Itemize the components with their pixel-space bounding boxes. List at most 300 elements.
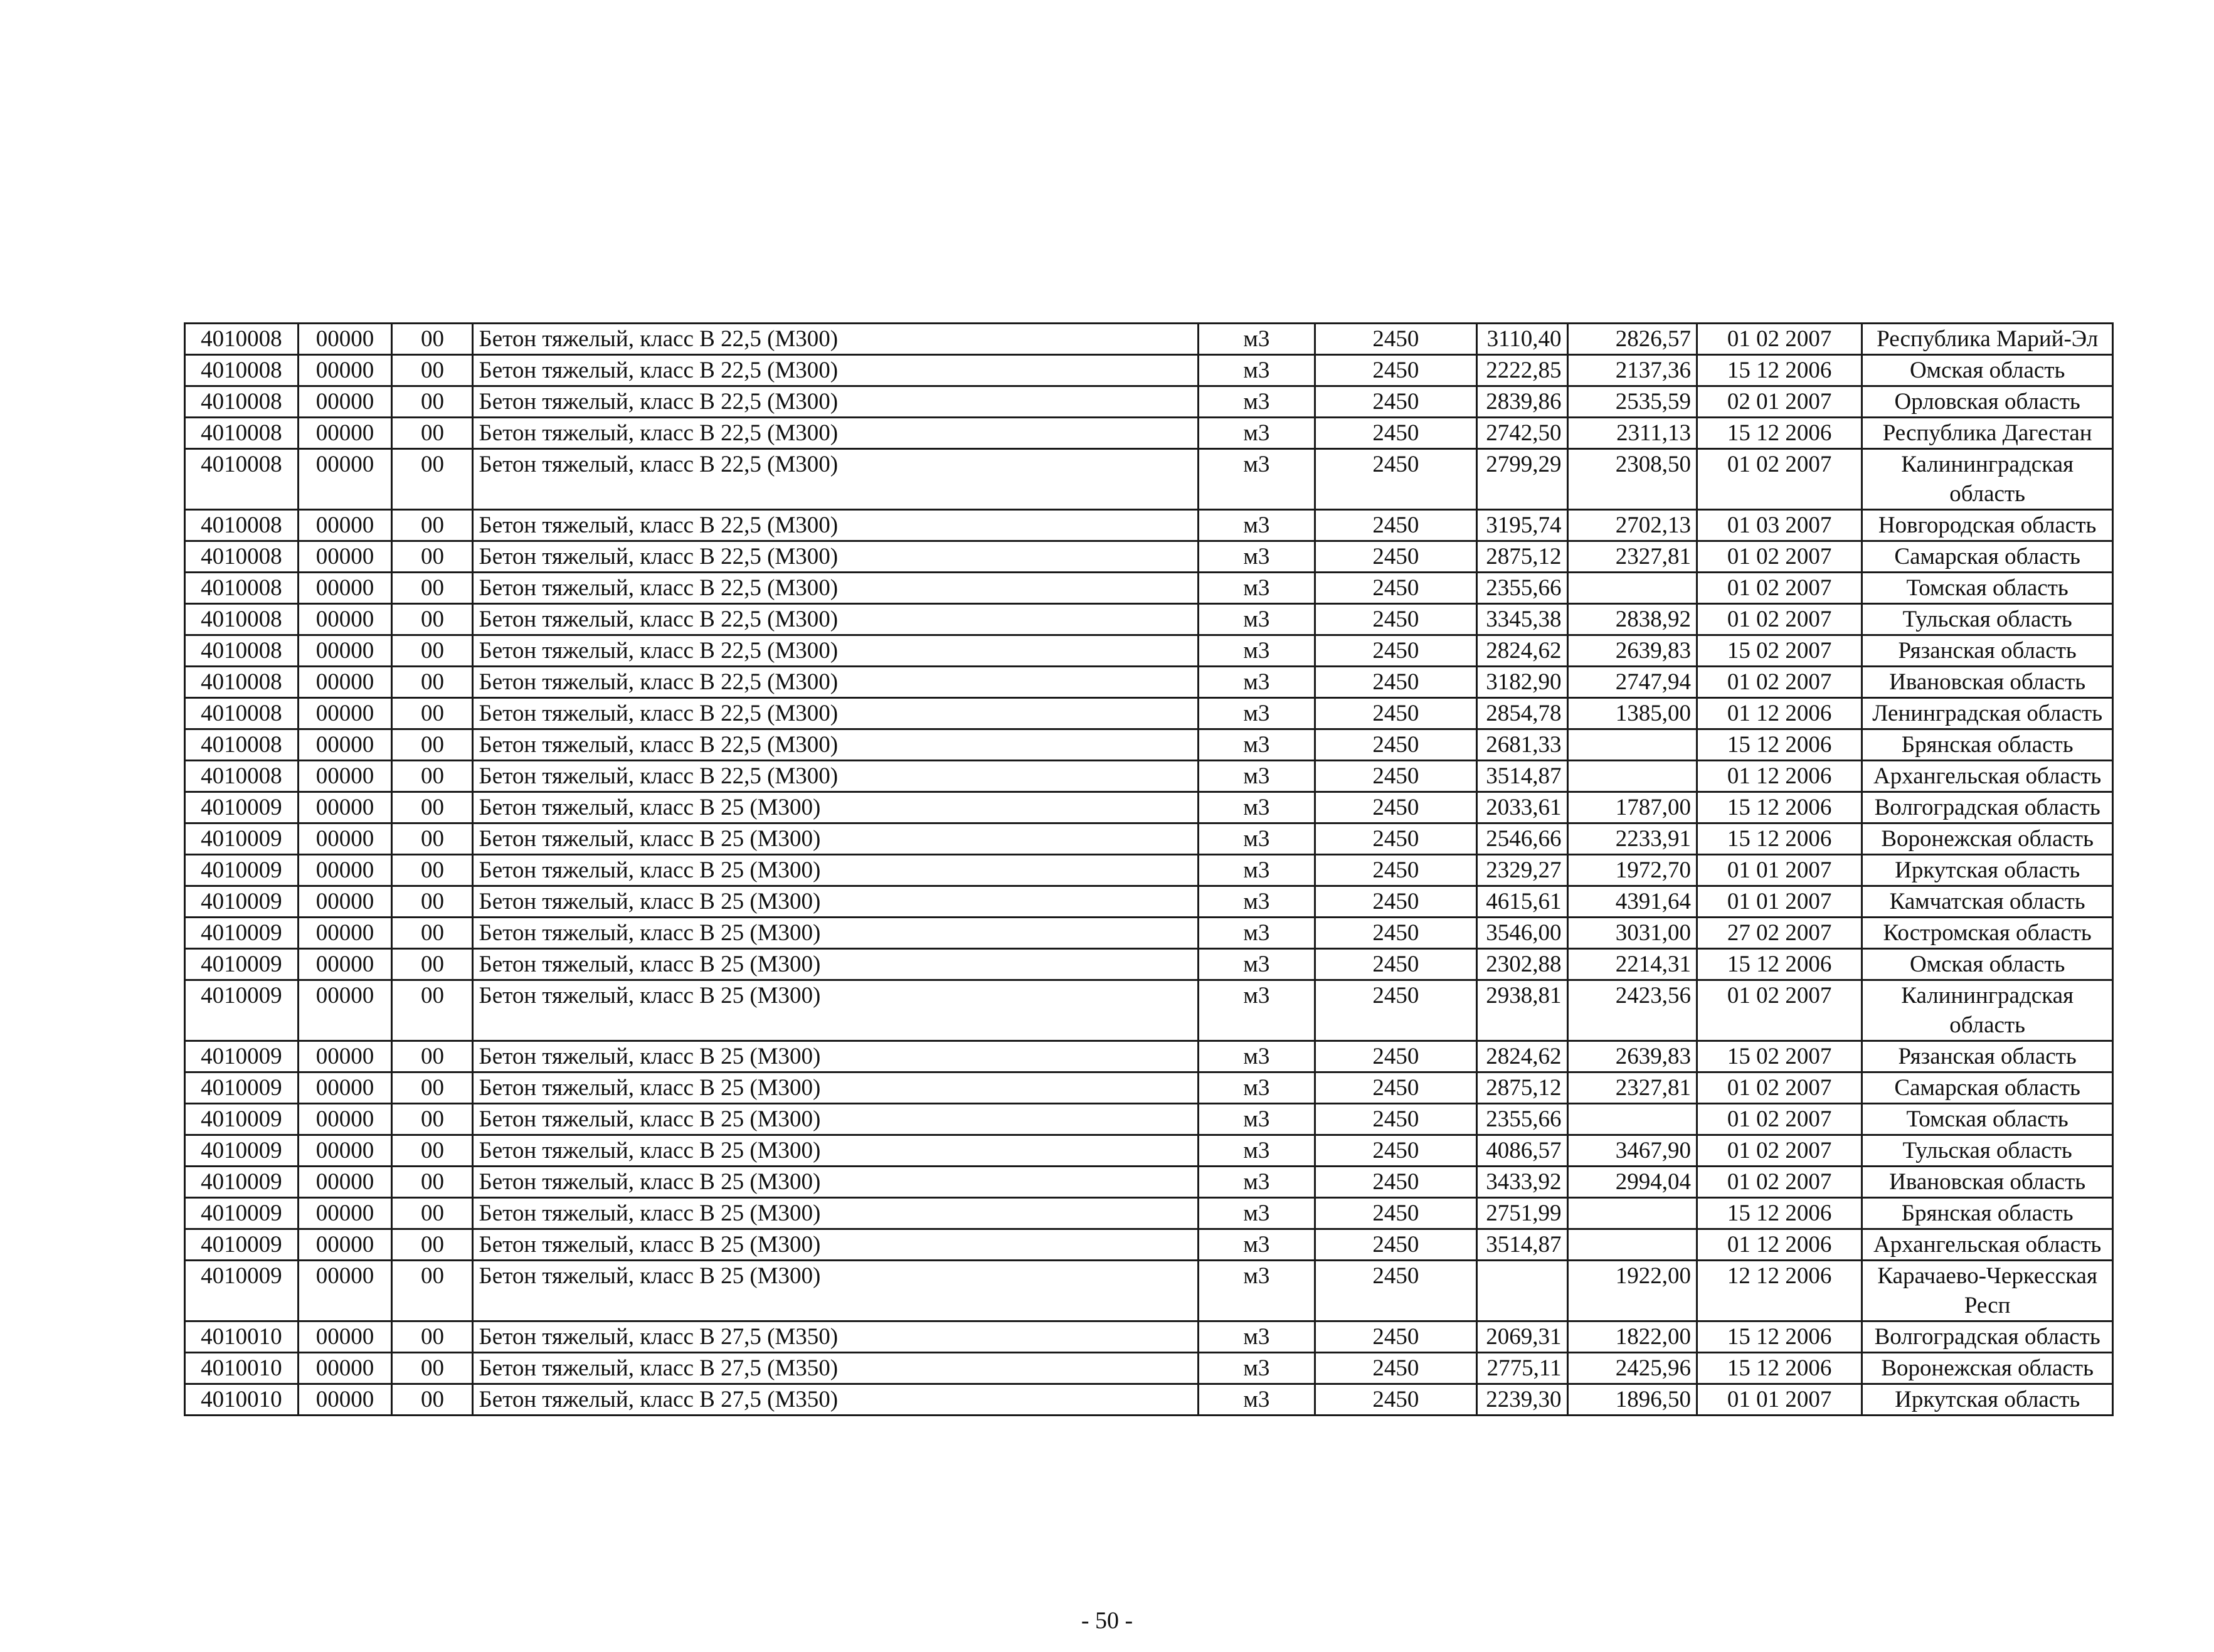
subcode-cell: 00000 <box>298 386 392 418</box>
price-cell: 2994,04 <box>1567 1167 1697 1198</box>
date-cell: 15 12 2006 <box>1697 729 1862 761</box>
material-name-cell: Бетон тяжелый, класс В 22,5 (М300) <box>473 449 1198 510</box>
norm-cell: 2450 <box>1315 1321 1476 1353</box>
price-cell: 1385,00 <box>1567 698 1697 729</box>
material-code-cell: 4010009 <box>185 1104 299 1135</box>
unit-cell: м3 <box>1198 449 1315 510</box>
table-row <box>185 980 2113 1041</box>
material-name-cell: Бетон тяжелый, класс В 22,5 (М300) <box>473 510 1198 541</box>
region-cell: Ленинградская область <box>1862 698 2113 729</box>
material-code-cell: 4010008 <box>185 355 299 386</box>
class-code-cell: 00 <box>392 949 473 980</box>
table-row <box>185 667 2113 698</box>
class-code-cell: 00 <box>392 1198 473 1229</box>
material-name-cell: Бетон тяжелый, класс В 22,5 (М300) <box>473 667 1198 698</box>
subcode-cell: 00000 <box>298 1135 392 1167</box>
table-row <box>185 635 2113 667</box>
price-with-delivery-cell: 2742,50 <box>1476 418 1567 449</box>
norm-cell: 2450 <box>1315 355 1476 386</box>
subcode-cell: 00000 <box>298 324 392 355</box>
unit-cell: м3 <box>1198 635 1315 667</box>
price-with-delivery-cell: 3433,92 <box>1476 1167 1567 1198</box>
class-code-cell: 00 <box>392 918 473 949</box>
table-row <box>185 1229 2113 1261</box>
material-name-cell: Бетон тяжелый, класс В 25 (М300) <box>473 1229 1198 1261</box>
table-row <box>185 1041 2113 1072</box>
class-code-cell: 00 <box>392 698 473 729</box>
subcode-cell: 00000 <box>298 1261 392 1321</box>
subcode-cell: 00000 <box>298 698 392 729</box>
class-code-cell: 00 <box>392 792 473 823</box>
material-name-cell: Бетон тяжелый, класс В 22,5 (М300) <box>473 573 1198 604</box>
material-code-cell: 4010008 <box>185 635 299 667</box>
material-name-cell: Бетон тяжелый, класс В 22,5 (М300) <box>473 386 1198 418</box>
class-code-cell: 00 <box>392 324 473 355</box>
unit-cell: м3 <box>1198 823 1315 855</box>
norm-cell: 2450 <box>1315 729 1476 761</box>
date-cell: 01 02 2007 <box>1697 1072 1862 1104</box>
material-code-cell: 4010008 <box>185 698 299 729</box>
subcode-cell: 00000 <box>298 541 392 573</box>
region-cell: Республика Дагестан <box>1862 418 2113 449</box>
date-cell: 01 12 2006 <box>1697 1229 1862 1261</box>
table-row <box>185 324 2113 355</box>
subcode-cell: 00000 <box>298 729 392 761</box>
price-cell: 2425,96 <box>1567 1353 1697 1384</box>
class-code-cell: 00 <box>392 604 473 635</box>
subcode-cell: 00000 <box>298 1384 392 1416</box>
norm-cell: 2450 <box>1315 1384 1476 1416</box>
unit-cell: м3 <box>1198 761 1315 792</box>
norm-cell: 2450 <box>1315 1229 1476 1261</box>
material-name-cell: Бетон тяжелый, класс В 25 (М300) <box>473 1261 1198 1321</box>
price-with-delivery-cell: 2875,12 <box>1476 541 1567 573</box>
date-cell: 01 02 2007 <box>1697 449 1862 510</box>
material-code-cell: 4010009 <box>185 1167 299 1198</box>
price-with-delivery-cell: 3345,38 <box>1476 604 1567 635</box>
price-cell: 2423,56 <box>1567 980 1697 1041</box>
region-cell: Иркутская область <box>1862 855 2113 886</box>
price-with-delivery-cell: 2239,30 <box>1476 1384 1567 1416</box>
subcode-cell: 00000 <box>298 604 392 635</box>
price-cell <box>1567 1104 1697 1135</box>
table-row <box>185 1072 2113 1104</box>
material-code-cell: 4010009 <box>185 980 299 1041</box>
class-code-cell: 00 <box>392 1353 473 1384</box>
norm-cell: 2450 <box>1315 510 1476 541</box>
price-cell <box>1567 729 1697 761</box>
class-code-cell: 00 <box>392 667 473 698</box>
material-name-cell: Бетон тяжелый, класс В 25 (М300) <box>473 1104 1198 1135</box>
class-code-cell: 00 <box>392 510 473 541</box>
unit-cell: м3 <box>1198 855 1315 886</box>
norm-cell: 2450 <box>1315 761 1476 792</box>
region-cell: Архангельская область <box>1862 761 2113 792</box>
price-cell: 2702,13 <box>1567 510 1697 541</box>
class-code-cell: 00 <box>392 573 473 604</box>
class-code-cell: 00 <box>392 1261 473 1321</box>
norm-cell: 2450 <box>1315 1261 1476 1321</box>
region-cell: Калининградская область <box>1862 980 2113 1041</box>
date-cell: 01 02 2007 <box>1697 541 1862 573</box>
unit-cell: м3 <box>1198 510 1315 541</box>
unit-cell: м3 <box>1198 418 1315 449</box>
date-cell: 01 03 2007 <box>1697 510 1862 541</box>
material-code-cell: 4010008 <box>185 418 299 449</box>
class-code-cell: 00 <box>392 1384 473 1416</box>
table-row <box>185 918 2113 949</box>
price-cell: 2311,13 <box>1567 418 1697 449</box>
material-name-cell: Бетон тяжелый, класс В 22,5 (М300) <box>473 698 1198 729</box>
material-name-cell: Бетон тяжелый, класс В 25 (М300) <box>473 886 1198 918</box>
region-cell: Самарская область <box>1862 1072 2113 1104</box>
price-cell: 1896,50 <box>1567 1384 1697 1416</box>
region-cell: Рязанская область <box>1862 635 2113 667</box>
class-code-cell: 00 <box>392 855 473 886</box>
material-name-cell: Бетон тяжелый, класс В 25 (М300) <box>473 1135 1198 1167</box>
table-row <box>185 1261 2113 1321</box>
date-cell: 15 12 2006 <box>1697 1321 1862 1353</box>
material-code-cell: 4010008 <box>185 324 299 355</box>
material-code-cell: 4010008 <box>185 541 299 573</box>
class-code-cell: 00 <box>392 418 473 449</box>
table-row <box>185 792 2113 823</box>
price-cell: 1972,70 <box>1567 855 1697 886</box>
unit-cell: м3 <box>1198 1041 1315 1072</box>
date-cell: 01 02 2007 <box>1697 324 1862 355</box>
material-name-cell: Бетон тяжелый, класс В 27,5 (М350) <box>473 1353 1198 1384</box>
region-cell: Волгоградская область <box>1862 1321 2113 1353</box>
unit-cell: м3 <box>1198 1104 1315 1135</box>
subcode-cell: 00000 <box>298 667 392 698</box>
date-cell: 15 12 2006 <box>1697 823 1862 855</box>
region-cell: Калининградская область <box>1862 449 2113 510</box>
class-code-cell: 00 <box>392 886 473 918</box>
price-with-delivery-cell: 3182,90 <box>1476 667 1567 698</box>
unit-cell: м3 <box>1198 1384 1315 1416</box>
material-code-cell: 4010009 <box>185 1135 299 1167</box>
class-code-cell: 00 <box>392 1104 473 1135</box>
subcode-cell: 00000 <box>298 823 392 855</box>
subcode-cell: 00000 <box>298 355 392 386</box>
price-with-delivery-cell: 2546,66 <box>1476 823 1567 855</box>
unit-cell: м3 <box>1198 729 1315 761</box>
date-cell: 15 12 2006 <box>1697 355 1862 386</box>
material-code-cell: 4010009 <box>185 886 299 918</box>
class-code-cell: 00 <box>392 980 473 1041</box>
price-with-delivery-cell: 2775,11 <box>1476 1353 1567 1384</box>
class-code-cell: 00 <box>392 1229 473 1261</box>
unit-cell: м3 <box>1198 886 1315 918</box>
class-code-cell: 00 <box>392 1135 473 1167</box>
table-row <box>185 1321 2113 1353</box>
material-name-cell: Бетон тяжелый, класс В 22,5 (М300) <box>473 604 1198 635</box>
region-cell: Омская область <box>1862 355 2113 386</box>
unit-cell: м3 <box>1198 355 1315 386</box>
table-body <box>185 324 2113 1416</box>
date-cell: 15 12 2006 <box>1697 1353 1862 1384</box>
unit-cell: м3 <box>1198 386 1315 418</box>
price-cell: 2327,81 <box>1567 541 1697 573</box>
norm-cell: 2450 <box>1315 604 1476 635</box>
unit-cell: м3 <box>1198 667 1315 698</box>
material-name-cell: Бетон тяжелый, класс В 22,5 (М300) <box>473 761 1198 792</box>
norm-cell: 2450 <box>1315 541 1476 573</box>
material-name-cell: Бетон тяжелый, класс В 25 (М300) <box>473 823 1198 855</box>
date-cell: 01 02 2007 <box>1697 1135 1862 1167</box>
material-name-cell: Бетон тяжелый, класс В 25 (М300) <box>473 855 1198 886</box>
norm-cell: 2450 <box>1315 635 1476 667</box>
unit-cell: м3 <box>1198 604 1315 635</box>
price-with-delivery-cell: 4615,61 <box>1476 886 1567 918</box>
unit-cell: м3 <box>1198 1353 1315 1384</box>
norm-cell: 2450 <box>1315 1135 1476 1167</box>
class-code-cell: 00 <box>392 541 473 573</box>
norm-cell: 2450 <box>1315 573 1476 604</box>
unit-cell: м3 <box>1198 573 1315 604</box>
norm-cell: 2450 <box>1315 1198 1476 1229</box>
material-name-cell: Бетон тяжелый, класс В 25 (М300) <box>473 949 1198 980</box>
material-code-cell: 4010009 <box>185 855 299 886</box>
unit-cell: м3 <box>1198 918 1315 949</box>
material-code-cell: 4010008 <box>185 604 299 635</box>
material-code-cell: 4010009 <box>185 949 299 980</box>
class-code-cell: 00 <box>392 761 473 792</box>
date-cell: 01 02 2007 <box>1697 573 1862 604</box>
region-cell: Тульская область <box>1862 604 2113 635</box>
region-cell: Тульская область <box>1862 1135 2113 1167</box>
material-code-cell: 4010010 <box>185 1353 299 1384</box>
unit-cell: м3 <box>1198 980 1315 1041</box>
material-name-cell: Бетон тяжелый, класс В 22,5 (М300) <box>473 355 1198 386</box>
region-cell: Архангельская область <box>1862 1229 2113 1261</box>
unit-cell: м3 <box>1198 1198 1315 1229</box>
material-name-cell: Бетон тяжелый, класс В 25 (М300) <box>473 1072 1198 1104</box>
region-cell: Воронежская область <box>1862 1353 2113 1384</box>
region-cell: Самарская область <box>1862 541 2113 573</box>
date-cell: 01 02 2007 <box>1697 1104 1862 1135</box>
unit-cell: м3 <box>1198 698 1315 729</box>
price-with-delivery-cell: 2681,33 <box>1476 729 1567 761</box>
class-code-cell: 00 <box>392 635 473 667</box>
class-code-cell: 00 <box>392 386 473 418</box>
date-cell: 15 02 2007 <box>1697 1041 1862 1072</box>
table-row <box>185 418 2113 449</box>
price-with-delivery-cell: 3514,87 <box>1476 1229 1567 1261</box>
price-with-delivery-cell: 2302,88 <box>1476 949 1567 980</box>
price-with-delivery-cell: 4086,57 <box>1476 1135 1567 1167</box>
region-cell: Костромская область <box>1862 918 2113 949</box>
norm-cell: 2450 <box>1315 1041 1476 1072</box>
material-code-cell: 4010009 <box>185 823 299 855</box>
unit-cell: м3 <box>1198 1321 1315 1353</box>
subcode-cell: 00000 <box>298 886 392 918</box>
subcode-cell: 00000 <box>298 449 392 510</box>
region-cell: Томская область <box>1862 1104 2113 1135</box>
subcode-cell: 00000 <box>298 1167 392 1198</box>
date-cell: 01 02 2007 <box>1697 667 1862 698</box>
subcode-cell: 00000 <box>298 1104 392 1135</box>
norm-cell: 2450 <box>1315 1104 1476 1135</box>
unit-cell: м3 <box>1198 1167 1315 1198</box>
material-name-cell: Бетон тяжелый, класс В 22,5 (М300) <box>473 324 1198 355</box>
price-with-delivery-cell: 3195,74 <box>1476 510 1567 541</box>
material-name-cell: Бетон тяжелый, класс В 22,5 (М300) <box>473 729 1198 761</box>
table-row <box>185 355 2113 386</box>
table-row <box>185 1104 2113 1135</box>
region-cell: Иркутская область <box>1862 1384 2113 1416</box>
price-with-delivery-cell: 3110,40 <box>1476 324 1567 355</box>
region-cell: Камчатская область <box>1862 886 2113 918</box>
region-cell: Рязанская область <box>1862 1041 2113 1072</box>
norm-cell: 2450 <box>1315 949 1476 980</box>
subcode-cell: 00000 <box>298 418 392 449</box>
subcode-cell: 00000 <box>298 855 392 886</box>
date-cell: 01 01 2007 <box>1697 855 1862 886</box>
subcode-cell: 00000 <box>298 918 392 949</box>
class-code-cell: 00 <box>392 1072 473 1104</box>
date-cell: 12 12 2006 <box>1697 1261 1862 1321</box>
table-row <box>185 729 2113 761</box>
norm-cell: 2450 <box>1315 855 1476 886</box>
material-code-cell: 4010009 <box>185 1072 299 1104</box>
date-cell: 01 02 2007 <box>1697 604 1862 635</box>
price-cell: 2826,57 <box>1567 324 1697 355</box>
region-cell: Брянская область <box>1862 729 2113 761</box>
material-code-cell: 4010009 <box>185 1261 299 1321</box>
subcode-cell: 00000 <box>298 792 392 823</box>
norm-cell: 2450 <box>1315 886 1476 918</box>
price-cell <box>1567 761 1697 792</box>
material-name-cell: Бетон тяжелый, класс В 25 (М300) <box>473 980 1198 1041</box>
subcode-cell: 00000 <box>298 761 392 792</box>
date-cell: 01 01 2007 <box>1697 886 1862 918</box>
price-table <box>184 322 2114 1416</box>
table-row <box>185 449 2113 510</box>
material-code-cell: 4010010 <box>185 1384 299 1416</box>
material-code-cell: 4010008 <box>185 729 299 761</box>
norm-cell: 2450 <box>1315 792 1476 823</box>
price-with-delivery-cell: 2854,78 <box>1476 698 1567 729</box>
price-cell <box>1567 1229 1697 1261</box>
region-cell: Ивановская область <box>1862 667 2113 698</box>
material-name-cell: Бетон тяжелый, класс В 22,5 (М300) <box>473 541 1198 573</box>
price-cell: 1922,00 <box>1567 1261 1697 1321</box>
date-cell: 01 01 2007 <box>1697 1384 1862 1416</box>
date-cell: 27 02 2007 <box>1697 918 1862 949</box>
material-code-cell: 4010008 <box>185 667 299 698</box>
subcode-cell: 00000 <box>298 980 392 1041</box>
table-row <box>185 1384 2113 1416</box>
norm-cell: 2450 <box>1315 386 1476 418</box>
price-with-delivery-cell: 2751,99 <box>1476 1198 1567 1229</box>
price-with-delivery-cell: 2329,27 <box>1476 855 1567 886</box>
price-with-delivery-cell: 2938,81 <box>1476 980 1567 1041</box>
subcode-cell: 00000 <box>298 635 392 667</box>
subcode-cell: 00000 <box>298 573 392 604</box>
material-code-cell: 4010008 <box>185 761 299 792</box>
material-code-cell: 4010008 <box>185 510 299 541</box>
material-code-cell: 4010008 <box>185 386 299 418</box>
price-cell: 1822,00 <box>1567 1321 1697 1353</box>
date-cell: 15 12 2006 <box>1697 418 1862 449</box>
material-name-cell: Бетон тяжелый, класс В 25 (М300) <box>473 792 1198 823</box>
date-cell: 15 12 2006 <box>1697 792 1862 823</box>
price-with-delivery-cell: 2355,66 <box>1476 573 1567 604</box>
price-with-delivery-cell: 2069,31 <box>1476 1321 1567 1353</box>
table-row <box>185 855 2113 886</box>
table-row <box>185 510 2113 541</box>
norm-cell: 2450 <box>1315 1353 1476 1384</box>
material-name-cell: Бетон тяжелый, класс В 25 (М300) <box>473 918 1198 949</box>
price-cell: 2838,92 <box>1567 604 1697 635</box>
unit-cell: м3 <box>1198 1072 1315 1104</box>
price-with-delivery-cell: 2033,61 <box>1476 792 1567 823</box>
date-cell: 15 12 2006 <box>1697 949 1862 980</box>
table-row <box>185 1198 2113 1229</box>
norm-cell: 2450 <box>1315 698 1476 729</box>
material-code-cell: 4010008 <box>185 573 299 604</box>
region-cell: Томская область <box>1862 573 2113 604</box>
unit-cell: м3 <box>1198 792 1315 823</box>
date-cell: 01 02 2007 <box>1697 980 1862 1041</box>
region-cell: Орловская область <box>1862 386 2113 418</box>
page-number: - 50 - <box>1081 1607 1133 1634</box>
date-cell: 01 12 2006 <box>1697 761 1862 792</box>
subcode-cell: 00000 <box>298 1072 392 1104</box>
subcode-cell: 00000 <box>298 1321 392 1353</box>
table-row <box>185 698 2113 729</box>
region-cell: Брянская область <box>1862 1198 2113 1229</box>
date-cell: 15 02 2007 <box>1697 635 1862 667</box>
price-cell: 2137,36 <box>1567 355 1697 386</box>
date-cell: 02 01 2007 <box>1697 386 1862 418</box>
table-row <box>185 949 2113 980</box>
subcode-cell: 00000 <box>298 510 392 541</box>
date-cell: 01 12 2006 <box>1697 698 1862 729</box>
price-with-delivery-cell: 2839,86 <box>1476 386 1567 418</box>
table-row <box>185 573 2113 604</box>
price-cell: 3031,00 <box>1567 918 1697 949</box>
price-cell: 2214,31 <box>1567 949 1697 980</box>
class-code-cell: 00 <box>392 1167 473 1198</box>
norm-cell: 2450 <box>1315 1167 1476 1198</box>
material-name-cell: Бетон тяжелый, класс В 22,5 (М300) <box>473 418 1198 449</box>
unit-cell: м3 <box>1198 1135 1315 1167</box>
unit-cell: м3 <box>1198 949 1315 980</box>
unit-cell: м3 <box>1198 324 1315 355</box>
norm-cell: 2450 <box>1315 449 1476 510</box>
material-code-cell: 4010009 <box>185 918 299 949</box>
class-code-cell: 00 <box>392 823 473 855</box>
subcode-cell: 00000 <box>298 1353 392 1384</box>
material-code-cell: 4010008 <box>185 449 299 510</box>
price-cell: 2233,91 <box>1567 823 1697 855</box>
material-name-cell: Бетон тяжелый, класс В 27,5 (М350) <box>473 1321 1198 1353</box>
price-cell: 2308,50 <box>1567 449 1697 510</box>
date-cell: 01 02 2007 <box>1697 1167 1862 1198</box>
norm-cell: 2450 <box>1315 418 1476 449</box>
class-code-cell: 00 <box>392 1321 473 1353</box>
table-row <box>185 1353 2113 1384</box>
price-cell: 4391,64 <box>1567 886 1697 918</box>
price-cell: 2639,83 <box>1567 635 1697 667</box>
material-code-cell: 4010009 <box>185 1198 299 1229</box>
price-with-delivery-cell: 2875,12 <box>1476 1072 1567 1104</box>
date-cell: 15 12 2006 <box>1697 1198 1862 1229</box>
material-name-cell: Бетон тяжелый, класс В 27,5 (М350) <box>473 1384 1198 1416</box>
table-row <box>185 541 2113 573</box>
